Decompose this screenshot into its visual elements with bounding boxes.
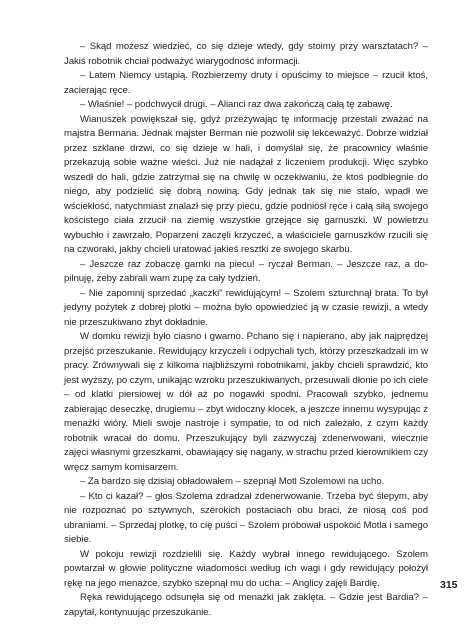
paragraph: – Jeszcze raz zobaczę garnki na piecu! – ryczał Berman. – Jeszcze raz, a dopilnuję, żeby zabrali wam zupę za cały tydzień. (64, 258, 428, 284)
paragraph: – Właśnie! – podchwycił drugi. – Alianci raz dwa zakończą całą tę zabawę. (80, 99, 393, 110)
paragraph: Wianuszek powiększał się, gdyż przeżywając tę informację przestali zważać na majstra Bermana. Jednak majster Berman nie pozwolił się lekceważyć. Dobrze widział przez szklane drzwi, co się dzieje w hali, i domyślał się, że pracownicy właśnie przekazują sobie ważne wieści. Już nie nadążał z liczeniem produkcji. Więc szybko wszedł do hali, gdzie zatrzymał się na chwilę w oczekiwaniu, że ktoś podbiegnie do niego, aby podzielić się dobrą nowiną. Gdy jednak tak się nie stało, wpadł we wściekłość, natychmiast znalazł się przy piecu, gdzie podniósł ręce i całą siłą swojego kościstego ciała zrzucił na ziemię wszystkie grzejące się garnuszki. W powietrzu wybuchło i zawrzało. Poparzeni zaczęli krzyczeć, a właściciele garnuszków rzucili się na czworaki, jakby chcieli uratować jakieś resztki ze swojego skarbu. (64, 113, 428, 255)
paragraph: W pokoju rewizji rozdzielili się. Każdy wybrał innego rewidującego. Szolem powtarzał w głowie polityczne wiadomości według ich wagi i gdy rewidujący położył rękę na jego menażce, szybko szepnął mu do ucha: – Anglicy zajęli Bardię. (64, 548, 428, 589)
page-number: 315 (440, 579, 458, 591)
paragraph: – Za bardzo się dzisiaj obładowałem – szepnął Motl Szolemowi na ucho. (80, 476, 385, 487)
paragraph: W domku rewizji było ciasno i gwarno. Pchano się i napierano, aby jak najprędzej przejść przeszukanie. Rewidujący krzyczeli i odpychali tych, którzy przeszkadzali im w pracy. Zrównywali się z kilkoma najbliższymi robotnikami, jakby chcieli sprawdzić, kto jest wyższy, po czym, unikając wzroku przeszukiwanych, przesuwali dłonie po ich ciele – od klatki piersiowej w dół aż po nogawki spodni. Pracowali szybko, jednemu zabierając deseczkę, drugiemu – zbyt widoczny klocek, a jeszcze innemu wysypując z menażki wióry. Mieli swoje nastroje i sympatie, to od nich zależało, z czym każdy robotnik wracał do domu. Przeszukujący byli zazwyczaj zdenerwowani, wiecznie zajęci własnymi grzeszkami, obawiający się nagany, w strachu przed kierownikiem czy wręcz samym komisarzem. (64, 331, 428, 473)
paragraph: Ręka rewidującego odsunęła się od menażki jak zaklęta. – Gdzie jest Bardia? – zapytał, kontynuując przeszukanie. (64, 592, 428, 618)
paragraph: – Skąd możesz wiedzieć, co się dzieje wtedy, gdy stoimy przy warsztatach? – Jakiś robotnik chciał podważyć wiarygodność informacji. (64, 41, 428, 67)
paragraph: – Latem Niemcy ustąpią. Rozbierzemy druty i opuścimy to miejsce – rzucił ktoś, zacierając ręce. (64, 70, 428, 96)
paragraph: – Nie zapomnij sprzedać „kaczki” rewidującym! – Szolem szturchnął brata. To był jedyny pożytek z dobrej plotki – można było opowiedzieć ją w czasie rewizji, a wtedy nie przeszukiwano zbyt dokładnie. (64, 287, 428, 328)
paragraph: – Kto ci kazał? – głos Szolema zdradzał zdenerwowanie. Trzeba być ślepym, aby nie rozpoznać po sztywnych, szerokich postaciach obu braci, że niosą coś pod ubraniami. – Sprzedaj plotkę, to cię puści – Szolem próbował uspokoić Motla i samego siebie. (64, 490, 428, 545)
page-body (64, 40, 428, 620)
